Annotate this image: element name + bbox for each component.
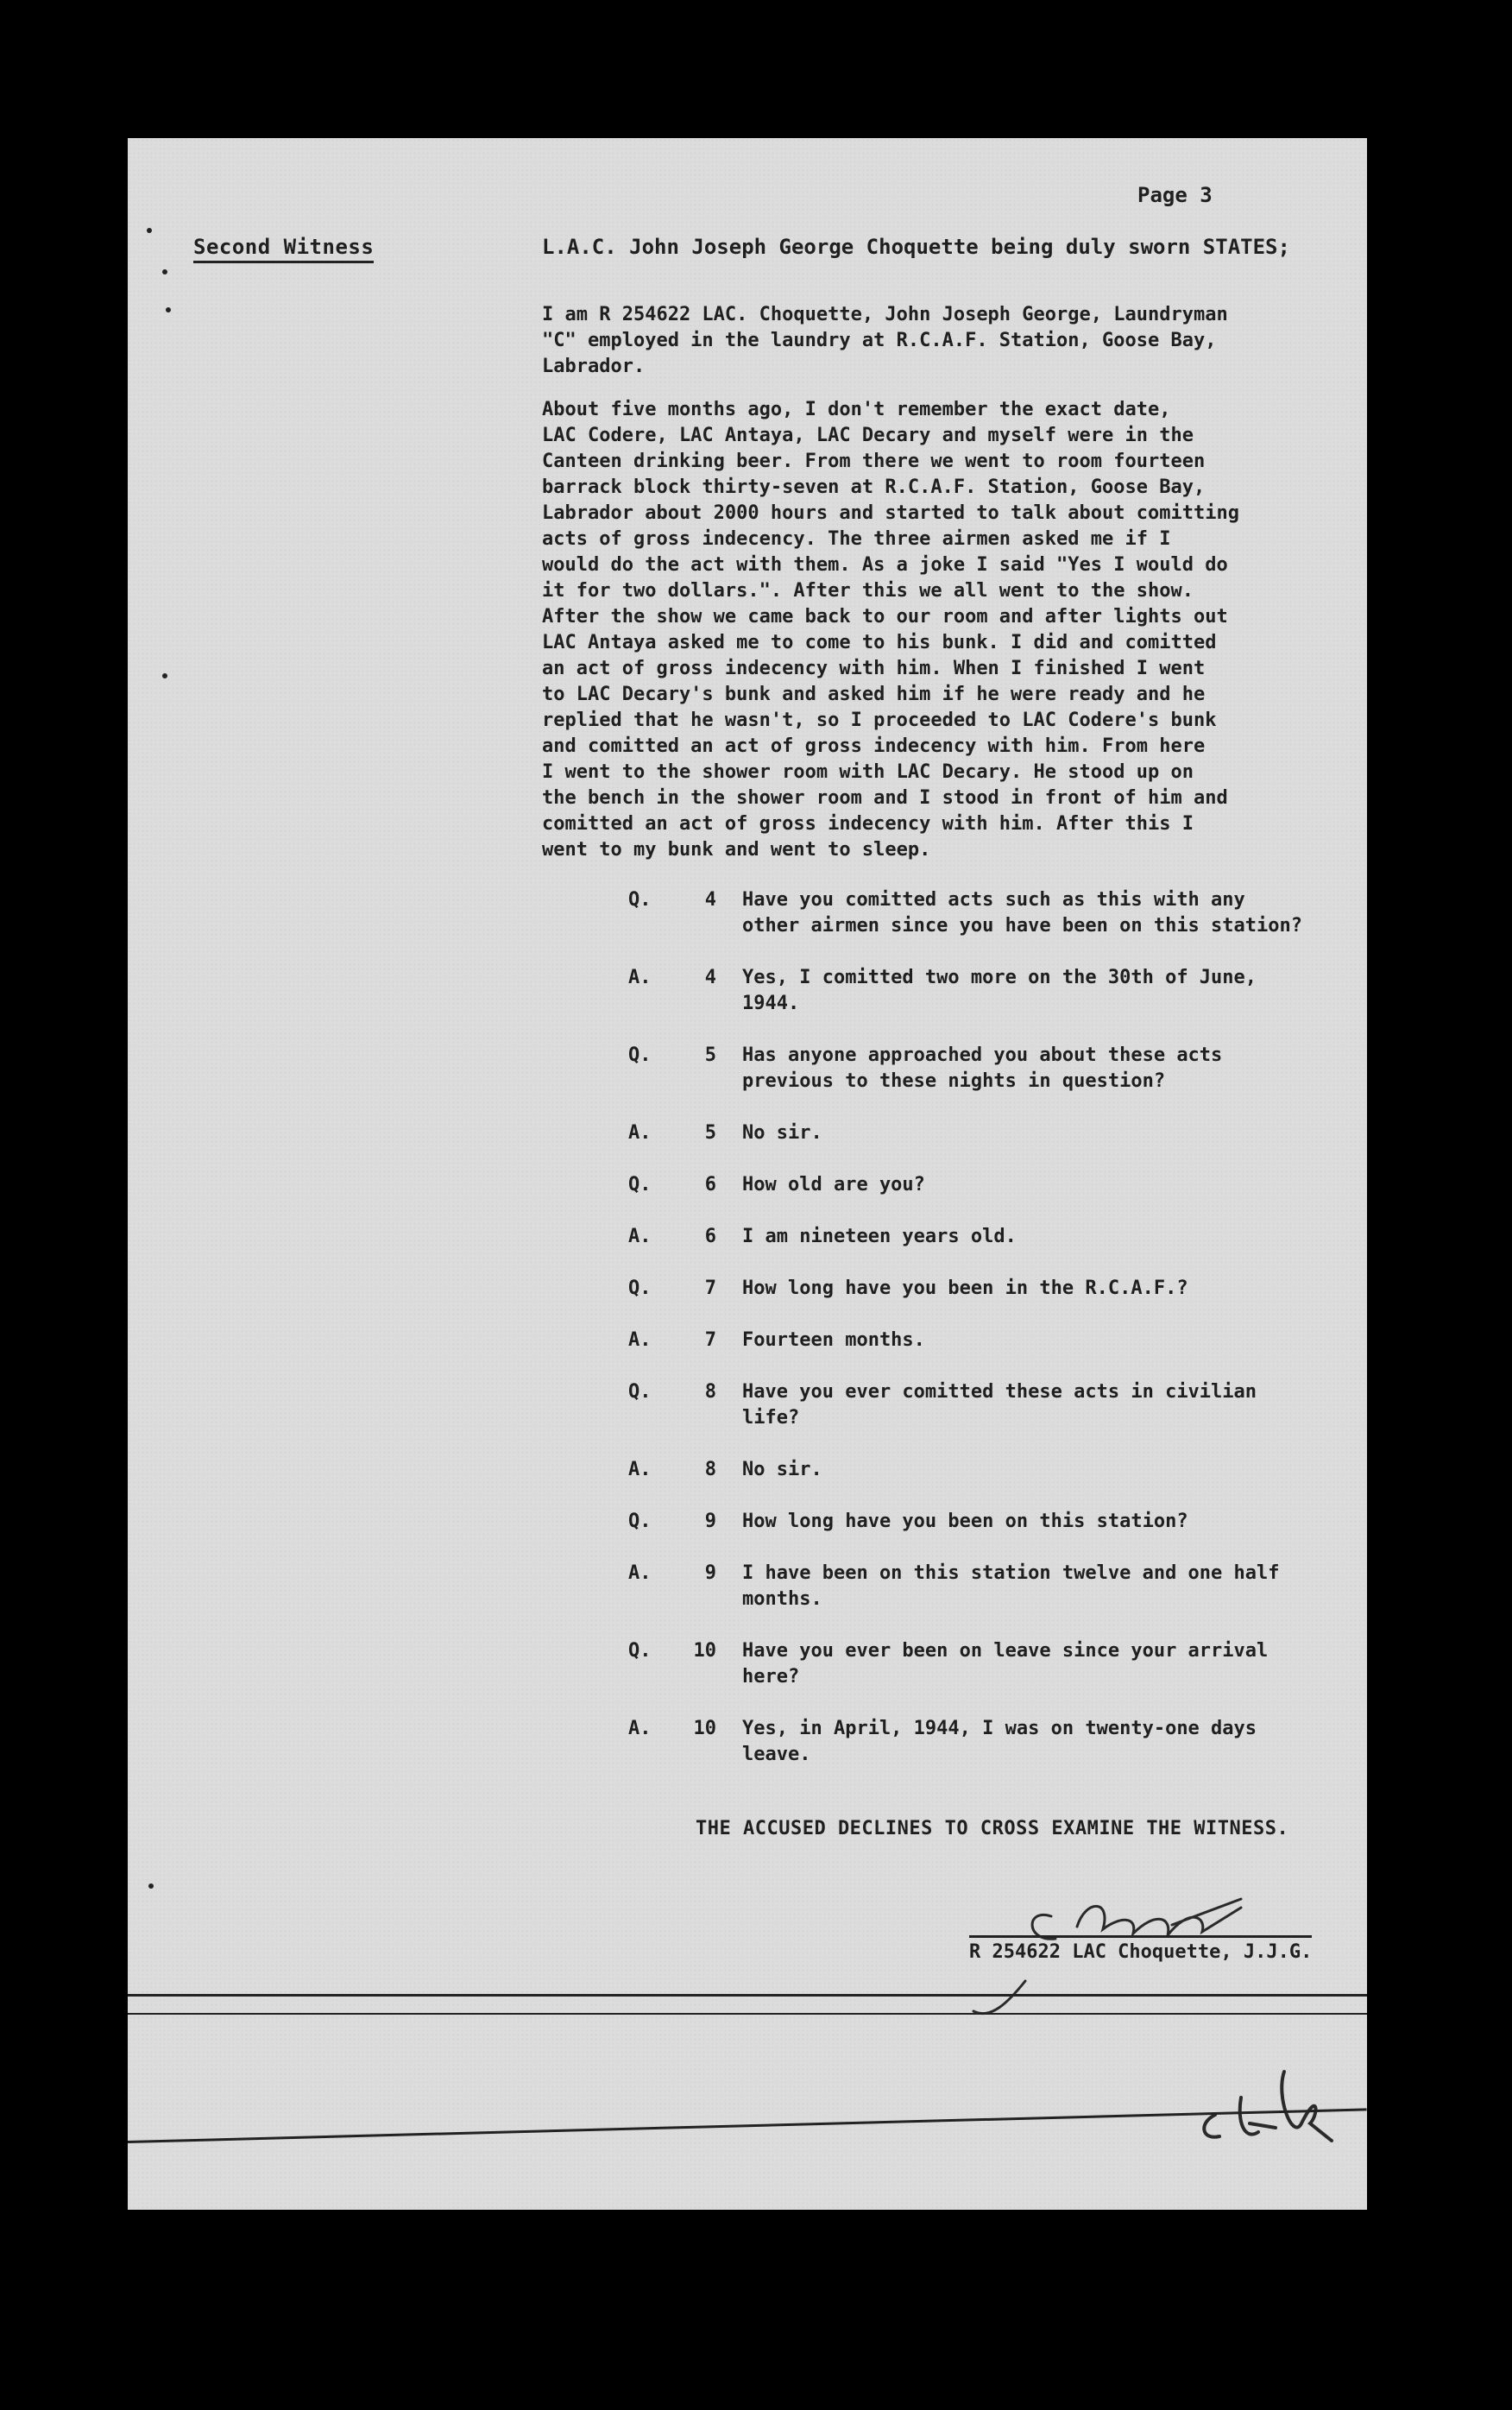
statement-body: About five months ago, I don't remember the exact date, LAC Codere, LAC Antaya, LAC Decary and myself were in the Canteen drinking beer. From there we went to room fourteen barrack block thirty-seven at R.C.A.F. Station, Goose Bay, Labrador about 2000 hours and started to talk about comitting acts of gross indecency. The three airmen asked me if I would do the act with them. As a joke I said "Yes I would do it for two dollars.". After this we all went to the show. After the show we came back to our room and after lights out LAC Antaya asked me to come to his bunk. I did and comitted an act of gross indecency with him. When I finished I went to LAC Decary's bunk and asked him if he were ready and he replied that he wasn't, so I proceeded to LAC Codere's bunk and comitted an act of gross indecency with him. From here I went to the shower room with LAC Decary. He stood up on the bench in the shower room and I stood in front of him and comitted an act of gross indecency with him. After this I went to my bunk and went to sleep. [542,399,1239,861]
qa-item: Q. 8 Have you ever comitted these acts in civilian life? [628,1381,1257,1429]
qa-item: Q. 6 How old are you? [628,1174,925,1196]
qa-item: Q. 10 Have you ever been on leave since your arrival here? [628,1640,1269,1688]
qa-item: Q. 5 Has anyone approached you about these acts previous to these nights in question? [628,1044,1223,1092]
qa-item: Q. 4 Have you comitted acts such as this with any other airmen since you have been on this station? [628,889,1303,937]
signature-block: R 254622 LAC Choquette, J.J.G. [969,1935,1312,1963]
long-rule-top [128,1994,1367,1997]
document-page [128,138,1367,2210]
qa-item: A. 10 Yes, in April, 1944, I was on twenty-one days leave. [628,1718,1257,1765]
closing-statement: THE ACCUSED DECLINES TO CROSS EXAMINE THE WITNESS. [696,1818,1289,1839]
qa-item: Q. 7 How long have you been in the R.C.A.F.? [628,1278,1188,1299]
qa-item: A. 6 I am nineteen years old. [628,1226,1017,1247]
qa-item: A. 8 No sir. [628,1459,822,1480]
qa-item: A. 5 No sir. [628,1122,822,1144]
qa-item: A. 7 Fourteen months. [628,1329,925,1351]
handwriting-layer [128,138,1367,2210]
qa-item: A. 9 I have been on this station twelve and one half months. [628,1562,1280,1610]
sworn-statement-line: L.A.C. John Joseph George Choquette being duly sworn STATES; [542,235,1290,259]
long-rule-mid [128,2013,1367,2015]
page-number: Page 3 [1137,183,1213,207]
initials-scrawl [1204,2072,1332,2141]
section-label: Second Witness [193,235,374,263]
qa-item: Q. 9 How long have you been on this station? [628,1511,1188,1532]
statement-intro: I am R 254622 LAC. Choquette, John Joseph George, Laundryman "C" employed in the laundry at R.C.A.F. Station, Goose Bay, Labrador. [542,304,1228,377]
qa-item: A. 4 Yes, I comitted two more on the 30th of June, 1944. [628,967,1257,1014]
